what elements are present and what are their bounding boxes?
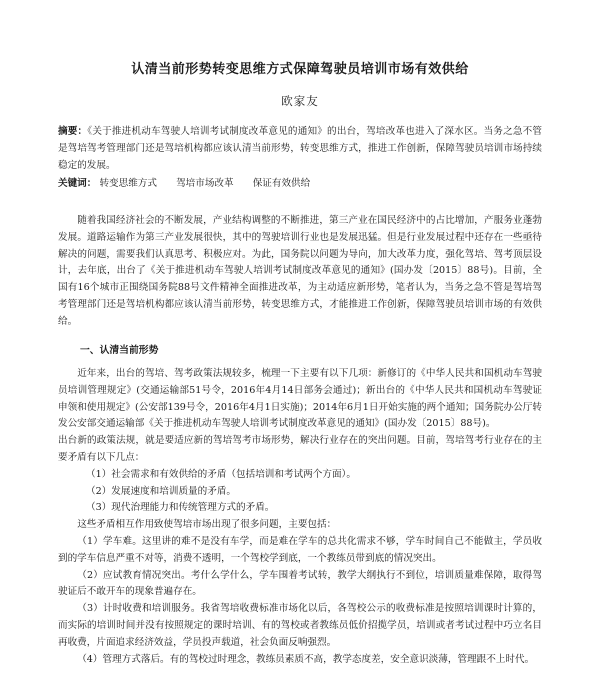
keyword-item: 保证有效供给 [252, 178, 311, 189]
body-paragraph: 出台新的政策法规，就是要适应新的驾培驾考市场形势，解决行业存在的突出问题。目前，驾培驾考行业存在的主要矛盾有以下几点： [58, 435, 542, 463]
section-heading: 一、认清当前形势 [80, 345, 159, 356]
body-paragraph: 近年来，出台的驾培、驾考政策法规较多，梳理一下主要有以下几项：新修订的《中华人民共和国机动车驾驶员培训管理规定》(交通运输部51号令，2016年4月14日部务会通过)；新出台的《中华人民共和国机动车驾驶证申领和使用规定》(公安部139号令，2016年4月1日实施)；2014年6月1日开始实施的两个通知；国务院办公厅转发公安部交通运输部《关于推进机动车驾驶人培训考试制度改革意见的通知》(国办发〔2015〕88号)。 [58, 368, 542, 430]
body-paragraph: （4）管理方式落后。有的驾校过时理念，教练员素质不高，教学态度差，安全意识淡薄，管理跟不上时代。 [77, 653, 535, 665]
paper-title: 认清当前形势转变思维方式保障驾驶员培训市场有效供给 [131, 62, 469, 77]
section-body [58, 366, 542, 668]
list-item: （1）社会需求和有效供给的矛盾（包括培训和考试两个方面）。 [86, 468, 356, 480]
intro-paragraph: 随着我国经济社会的不断发展，产业结构调整的不断推进，第三产业在国民经济中的占比增加，产服务业蓬勃发展。道路运输作为第三产业发展很快，其中的驾驶培训行业也是发展迅猛。但是行业发展过程中还存在一些亟待解决的问题，需要我们认真思考、积极应对。为此，国务院以问题为导向，加大改革力度，强化驾培、驾考顶层设计，去年底，出台了《关于推进机动车驾驶人培训考试制度改革意见的通知》(国办发〔2015〕88号)。目前，全国有16个城市正围绕国务院88号文件精神全面推进改革，为主动适应新形势，笔者认为，当务之急不管是驾培驾考管理部门还是驾培机构都应该认清当前形势，转变思维方式，才能推进工作创新，保障驾驶员培训市场的有效供给。 [58, 215, 542, 327]
author-name: 欧家友 [281, 94, 319, 108]
abstract [58, 124, 542, 174]
keywords [58, 176, 542, 193]
keyword-item: 转变思维方式 [99, 178, 157, 189]
keywords-label: 关键词： [58, 178, 97, 189]
abstract-label: 摘要： [58, 126, 88, 137]
body-paragraph: 这些矛盾相互作用致使驾培市场出现了很多问题，主要包括： [77, 519, 337, 531]
body-paragraph: （3）计时收费和培训服务。我省驾培收费标准市场化以后，各驾校公示的收费标准是按照培训课时计算的，而实际的培训时间并没有按照规定的课时培训、有的驾校或者教练员低价招揽学员，培训或者考试过程中巧立名目再收费，片面追求经济效益，学员投声载道，社会负面反响强烈。 [58, 603, 542, 648]
body-paragraph: （2）应试教育情况突出。考什么学什么，学车围着考试转，教学大纲执行不到位，培训质量难保障，取得驾驶证后不敢开车的现象普遍存在。 [58, 569, 542, 598]
list-item: （2）发展速度和培训质量的矛盾。 [86, 485, 237, 497]
abstract-text: 《关于推进机动车驾驶人培训考试制度改革意见的通知》的出台，驾培改革也进入了深水区。当务之急不管是驾培驾考管理部门还是驾培机构都应该认清当前形势，转变思维方式，推进工作创新，保障驾驶员培训市场持续稳定的发展。 [58, 126, 543, 171]
body-paragraph: （1）学车难。这里讲的难不是没有车学，而是难在学车的总共化需求不够，学车时间自己不能做主，学员收到的学车信息严重不对等，消费不透明，一个驾校学到底，一个教练员带到底的情况突出。 [58, 535, 542, 564]
keyword-item: 驾培市场改革 [176, 178, 234, 189]
list-item: （3）现代治理能力和传统管理方式的矛盾。 [86, 502, 275, 514]
